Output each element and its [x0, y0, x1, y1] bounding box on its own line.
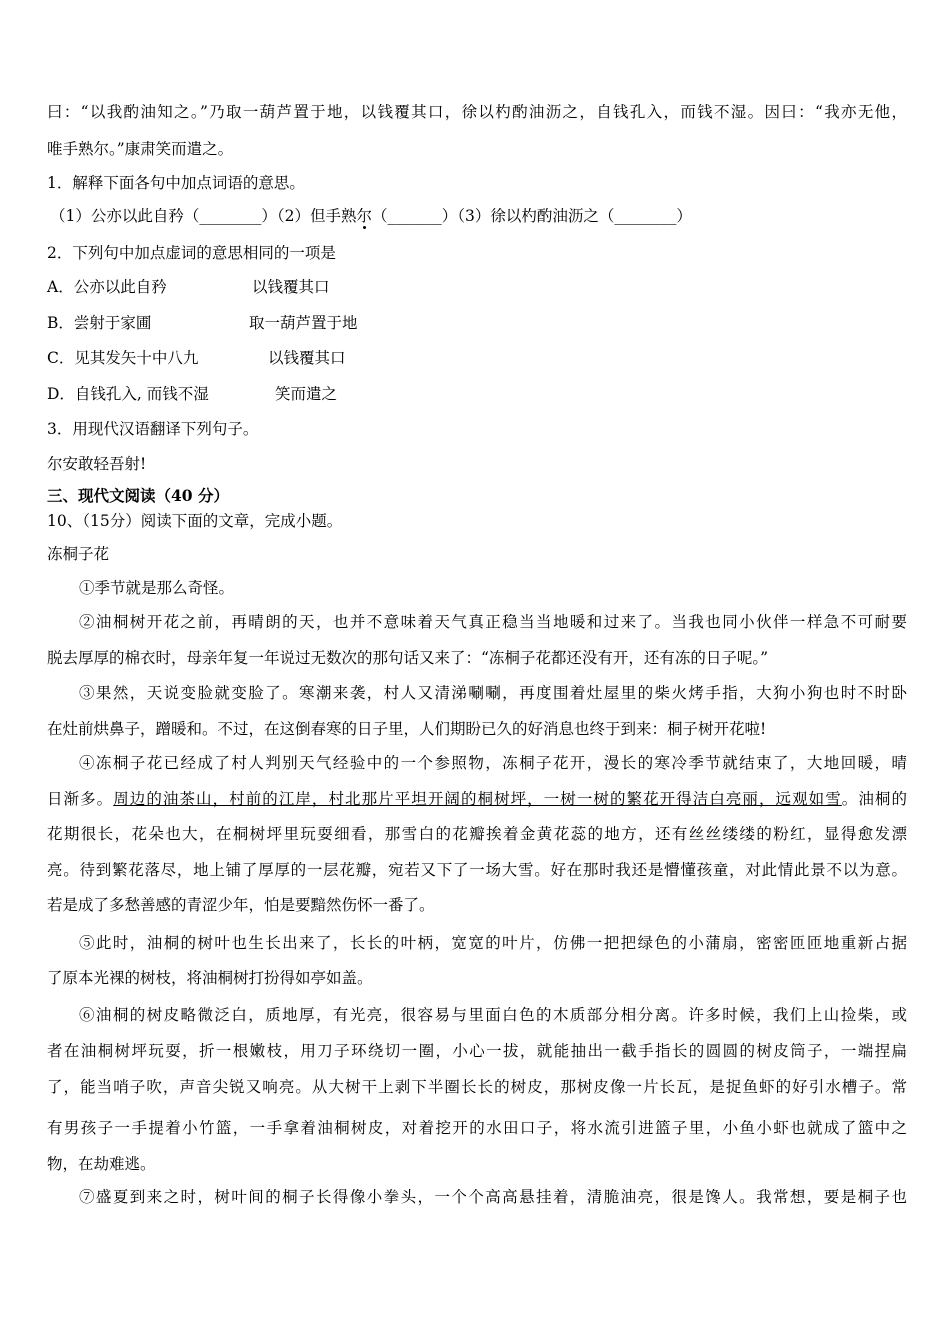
question-1-text: （1）公亦以此自矜（________）（2）但手熟 [50, 207, 357, 225]
underlined-sentence: 周边的油茶山，村前的江岸，村北那片平坦开阔的桐树坪，一树一树的繁花开得洁白亮丽，远观如雪 [113, 790, 842, 808]
article-paragraph-6-line: 有男孩子一手提着小竹篮，一手拿着油桐树皮，对着挖开的水田口子，将水流引进篮子里，小鱼小虾也就成了篮中之 [47, 1119, 907, 1137]
article-paragraph-4-line: 若是成了多愁善感的青涩少年，怕是要黯然伤怀一番了。 [47, 896, 435, 914]
option-b-sentence-1: B．尝射于家圃 [47, 314, 152, 332]
article-paragraph-6-line: 者在油桐树坪玩耍，折一根嫩枝，用刀子环绕切一圈，小心一拔，就能抽出一截手指长的圆圆的树皮筒子，一端捏扁 [47, 1042, 907, 1060]
passage-line: 曰：“以我酌油知之。”乃取一葫芦置于地，以钱覆其口，徐以杓酌油沥之，自钱孔入，而钱不湿。因曰：“我亦无他， [47, 103, 907, 121]
question-3-stem: 3．用现代汉语翻译下列句子。 [47, 420, 259, 438]
paragraph-text: 日渐多。 [47, 790, 114, 808]
article-paragraph-3-line: ③果然，天说变脸就变脸了。寒潮来袭，村人又清涕唰唰，再度围着灶屋里的柴火烤手指，大狗小狗也时不时卧 [79, 684, 907, 702]
question-1-items [50, 205, 692, 227]
article-paragraph-2-line: 脱去厚厚的棉衣时，母亲年复一年说过无数次的那句话又来了：“冻桐子花都还没有开，还有冻的日子呢。” [47, 649, 769, 667]
option-c-sentence-1: C．见其发矢十中八九 [47, 349, 199, 367]
article-paragraph-7-line: ⑦盛夏到来之时，树叶间的桐子长得像小拳头，一个个高高悬挂着，清脆油亮，很是馋人。我常想，要是桐子也 [79, 1188, 907, 1206]
option-a [47, 276, 167, 298]
option-a-sentence-1: A．公亦以此自矜 [47, 278, 167, 296]
article-title: 冻桐子花 [47, 545, 110, 563]
article-paragraph-4-line: ④冻桐子花已经成了村人判别天气经验中的一个参照物，冻桐子花开，漫长的寒冷季节就结束了，大地回暖，晴 [79, 754, 907, 772]
article-paragraph-6-line: ⑥油桐的树皮略微泛白，质地厚，有光亮，很容易与里面白色的木质部分相分离。许多时候，我们上山捡柴，或 [79, 1006, 907, 1024]
article-paragraph-5-line: 了原本光裸的树枝，将油桐树打扮得如亭如盖。 [47, 969, 373, 987]
article-paragraph-6-line: 物，在劫难逃。 [47, 1155, 156, 1173]
article-paragraph-1: ①季节就是那么奇怪。 [79, 579, 235, 597]
paragraph-text: 。油桐的 [841, 790, 907, 808]
article-paragraph-4-line: 花期很长，花朵也大，在桐树坪里玩耍细看，那雪白的花瓣挨着金黄花蕊的地方，还有丝丝缕缕的粉红，显得愈发漂 [47, 825, 907, 843]
article-paragraph-4-line [47, 788, 907, 810]
question-10-stem: 10、（15分）阅读下面的文章，完成小题。 [47, 512, 343, 530]
dotted-word: 尔 [356, 207, 372, 225]
option-a-sentence-2: 以钱覆其口 [252, 278, 330, 296]
option-b-sentence-2: 取一葫芦置于地 [249, 314, 358, 332]
passage-line: 唯手熟尔。”康肃笑而遣之。 [47, 140, 234, 158]
question-3-sentence: 尔安敢轻吾射! [47, 455, 147, 473]
option-d-sentence-1: D．自钱孔入, 而钱不湿 [47, 385, 209, 403]
article-paragraph-3-line: 在灶前烘鼻子，蹭暖和。不过，在这倒春寒的日子里，人们期盼已久的好消息也终于到来：桐子树开花啦! [47, 720, 767, 738]
section-heading: 三、现代文阅读（40 分） [47, 486, 229, 505]
question-1-stem: 1．解释下面各句中加点词语的意思。 [47, 174, 305, 192]
question-1-text: （_______）（3）徐以杓酌油沥之（________） [372, 207, 692, 225]
option-c-sentence-2: 以钱覆其口 [268, 349, 346, 367]
article-paragraph-2-line: ②油桐树开花之前，再晴朗的天，也并不意味着天气真正稳当当地暖和过来了。当我也同小伙伴一样急不可耐要 [79, 613, 907, 631]
question-2-stem: 2．下列句中加点虚词的意思相同的一项是 [47, 244, 336, 262]
article-paragraph-4-line: 亮。待到繁花落尽，地上铺了厚厚的一层花瓣，宛若又下了一场大雪。好在那时我还是懵懂孩童，对此情此景不以为意。 [47, 861, 907, 879]
article-paragraph-6-line: 了，能当哨子吹，声音尖锐又响亮。从大树干上剥下半圈长长的树皮，那树皮像一片长瓦，是捉鱼虾的好引水槽子。常 [47, 1078, 907, 1096]
option-d-sentence-2: 笑而遣之 [275, 385, 338, 403]
article-paragraph-5-line: ⑤此时，油桐的树叶也生长出来了，长长的叶柄，宽宽的叶片，仿佛一把把绿色的小蒲扇，密密匝匝地重新占据 [79, 934, 907, 952]
